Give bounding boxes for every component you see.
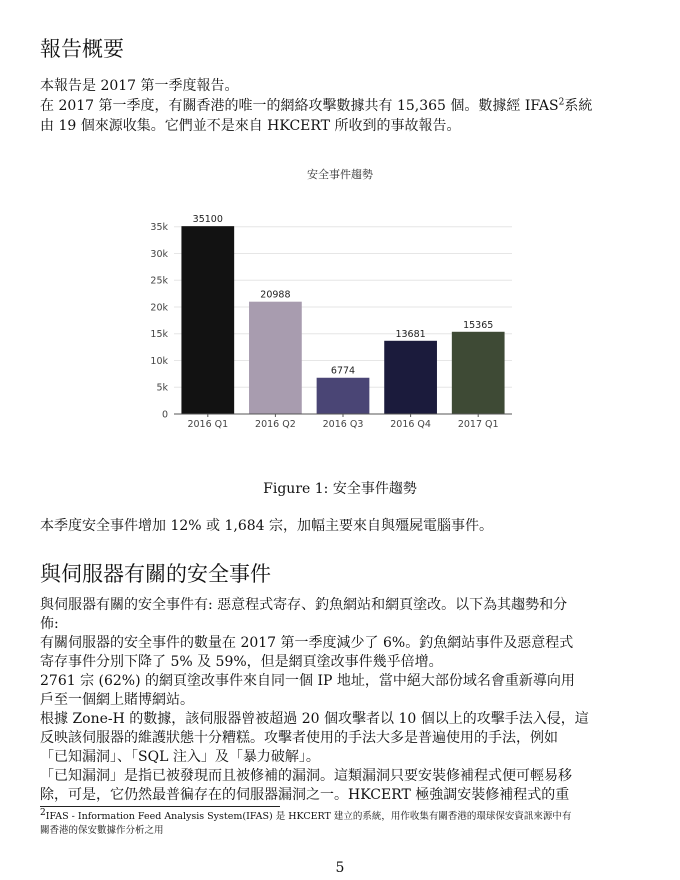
server-paragraph-line-7: 根據 Zone-H 的數據，該伺服器曾被超過 20 個攻擊者以 10 個以上的攻擊手法入侵，這 — [40, 711, 589, 727]
bar-2016-q3[interactable] — [317, 378, 370, 414]
y-tick-label: 0 — [161, 409, 168, 421]
footnote-line-2: 關香港的保安數據作分析之用 — [40, 825, 164, 836]
figure-caption: Figure 1: 安全事件趨勢 — [263, 481, 417, 497]
y-tick-label: 15k — [150, 329, 168, 341]
server-paragraph-line-3: 有關伺服器的安全事件的數量在 2017 第一季度減少了 6%。釣魚網站事件及惡意程式 — [40, 635, 574, 651]
section-title-server-incidents: 與伺服器有關的安全事件 — [40, 562, 271, 586]
summary-paragraph-line-2 — [40, 97, 592, 116]
server-paragraph-line-5: 2761 宗 (62%) 的網頁塗改事件來自同一個 IP 地址，當中絕大部份域名會重新導向用 — [40, 673, 575, 689]
server-paragraph-line-6: 戶至一個網上賭博網站。 — [40, 692, 194, 708]
incident-increase-summary: 本季度安全事件增加 12% 或 1,684 宗，加幅主要來自與殭屍電腦事件。 — [40, 518, 493, 534]
x-tick-label: 2016 Q1 — [187, 419, 229, 430]
page-number: 5 — [335, 860, 345, 876]
security-incident-trend-chart — [140, 158, 540, 458]
server-paragraph-line-1: 與伺服器有關的安全事件有: 惡意程式寄存、釣魚網站和網頁塗改。以下為其趨勢和分 — [40, 597, 568, 613]
summary-line-2-text: 在 2017 第一季度，有關香港的唯一的網絡攻擊數據共有 15,365 個。數據經 IFAS — [40, 98, 559, 114]
server-paragraph-line-10: 「已知漏洞」是指已被發現而且被修補的漏洞。這類漏洞只要安裝修補程式便可輕易移 — [40, 768, 572, 784]
server-paragraph-line-9: 「已知漏洞」、「SQL 注入」及「暴力破解」。 — [40, 749, 320, 765]
bar-2017-q1[interactable] — [452, 332, 505, 414]
x-tick-label: 2017 Q1 — [457, 419, 499, 430]
chart-y-axis — [150, 222, 168, 420]
section-title-report-summary: 報告概要 — [40, 37, 124, 61]
y-tick-label: 5k — [156, 382, 168, 394]
server-paragraph-line-4: 寄存事件分別下降了 5% 及 59%，但是網頁塗改事件幾乎倍增。 — [40, 654, 443, 670]
server-paragraph-line-8: 反映該伺服器的維護狀態十分糟糕。攻擊者使用的手法大多是普遍使用的手法，例如 — [40, 730, 558, 746]
x-tick-label: 2016 Q2 — [255, 419, 296, 430]
bar-2016-q2[interactable] — [249, 302, 302, 414]
bar-2016-q4[interactable] — [384, 341, 437, 414]
y-tick-label: 10k — [150, 355, 168, 367]
summary-paragraph-line-3: 由 19 個來源收集。它們並不是來自 HKCERT 所收到的事故報告。 — [40, 118, 461, 134]
summary-line-2-tail: 系統 — [564, 98, 593, 114]
chart-bars — [181, 226, 504, 414]
x-tick-label: 2016 Q3 — [322, 419, 364, 430]
server-paragraph-line-2: 佈: — [40, 616, 59, 632]
data-label: 15365 — [463, 319, 494, 331]
y-tick-label: 25k — [150, 275, 168, 287]
data-label: 35100 — [192, 214, 223, 226]
footnote-text-1: IFAS - Information Feed Analysis System(IFAS) 是 HKCERT 建立的系統，用作收集有關香港的環球保安資訊來源中有 — [45, 811, 572, 822]
bar-2016-q1[interactable] — [181, 226, 234, 414]
y-tick-label: 20k — [150, 302, 168, 314]
summary-paragraph-line-1: 本報告是 2017 第一季度報告。 — [40, 78, 239, 94]
data-label: 6774 — [330, 365, 356, 377]
x-tick-label: 2016 Q4 — [390, 419, 431, 430]
footnote-mark: 2 — [40, 807, 46, 818]
footnote-reference[interactable]: 2 — [558, 97, 565, 108]
chart-data-labels — [193, 214, 494, 377]
y-tick-label: 30k — [150, 248, 168, 260]
footnote-divider — [40, 806, 280, 807]
server-paragraph-line-11: 除，可是，它仍然最普徧存在的伺服器漏洞之一。HKCERT 極強調安裝修補程式的重 — [40, 787, 570, 803]
y-tick-label: 35k — [150, 222, 168, 234]
data-label: 13681 — [395, 328, 426, 340]
chart-title: 安全事件趨勢 — [307, 168, 373, 181]
footnote-line-1 — [40, 807, 572, 823]
chart-x-axis — [174, 414, 512, 430]
data-label: 20988 — [260, 289, 291, 301]
